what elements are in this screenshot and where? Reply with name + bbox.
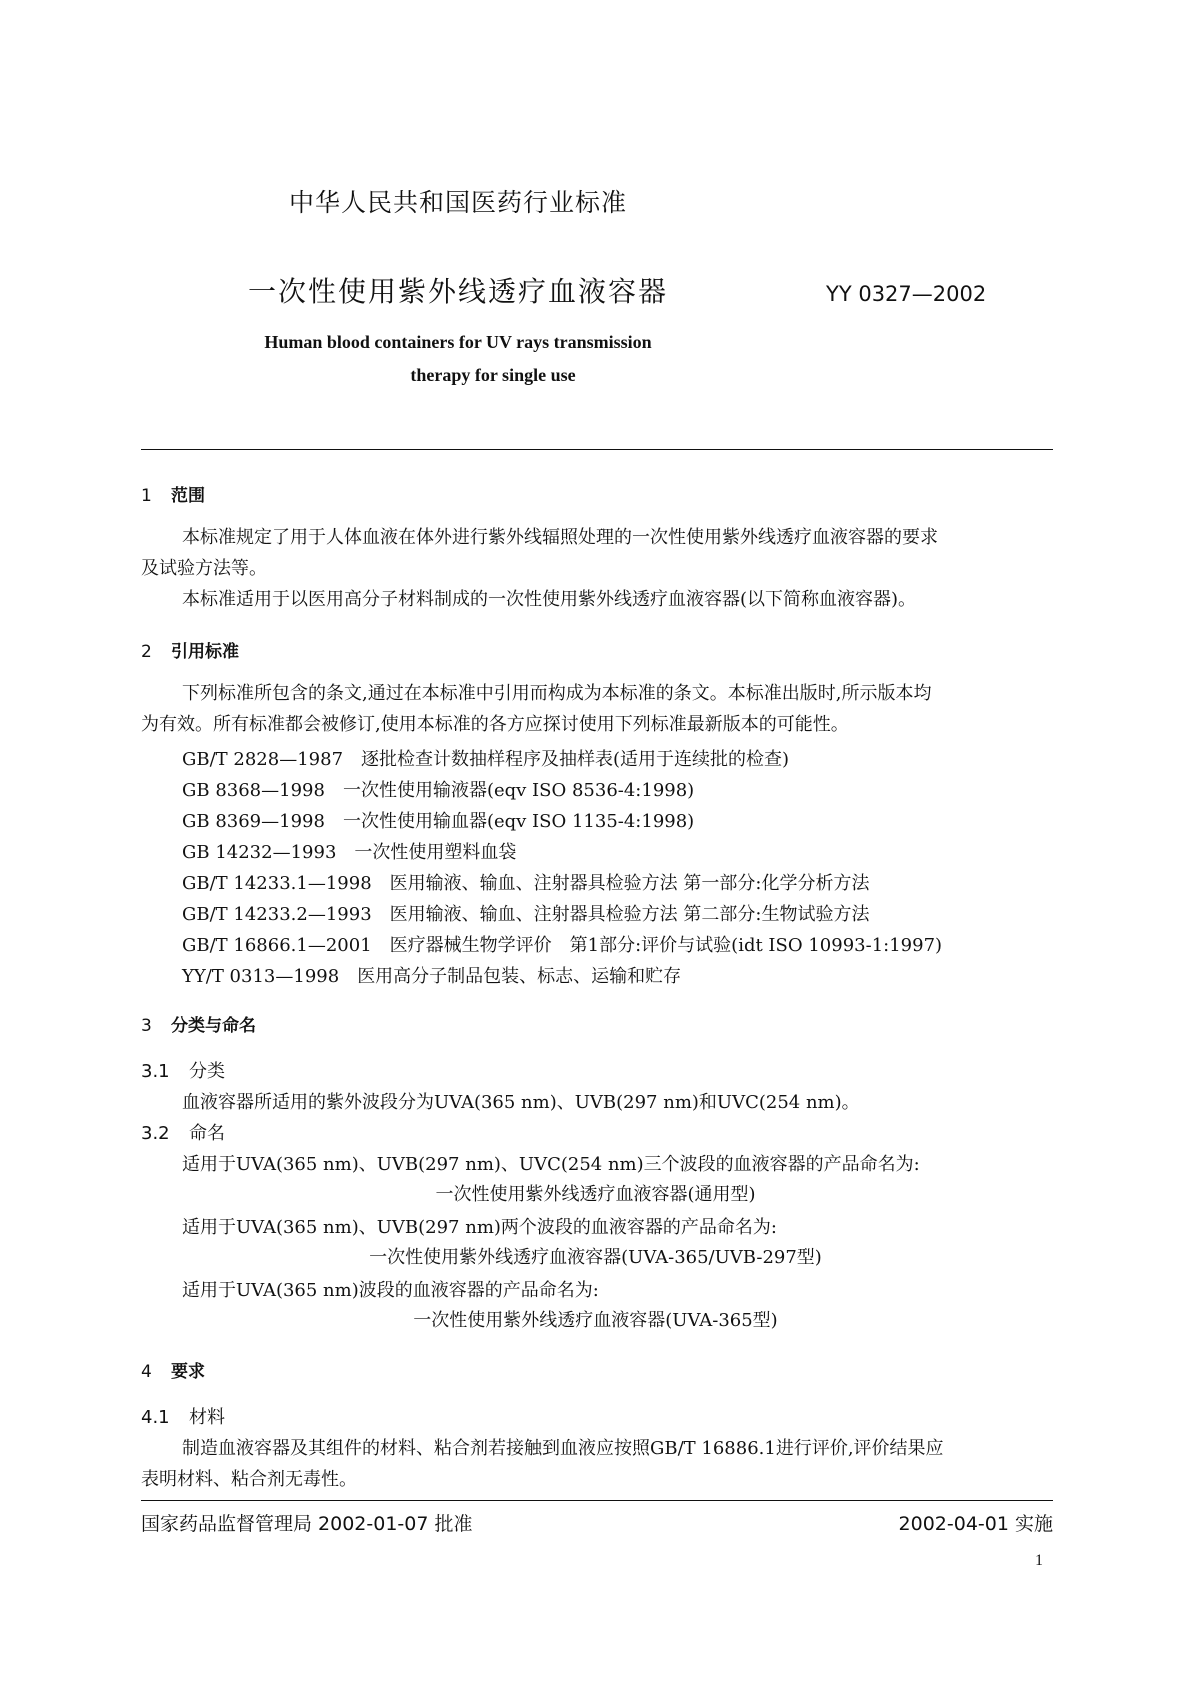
paragraph-line: 下列标准所包含的条文,通过在本标准中引用而构成为本标准的条文。本标准出版时,所示版本均 <box>182 683 932 704</box>
subsection-number: 3.2 <box>141 1123 170 1144</box>
section-number: 3 <box>141 1016 152 1036</box>
subsection-heading-3-2 <box>141 1119 225 1145</box>
reference-item <box>182 900 869 926</box>
reference-item <box>182 962 681 988</box>
paragraph-line: 本标准规定了用于人体血液在体外进行紫外线辐照处理的一次性使用紫外线透疗血液容器的要求 <box>182 527 938 548</box>
section-title: 要求 <box>171 1362 205 1382</box>
subsection-title: 材料 <box>189 1407 225 1428</box>
paragraph-line: 制造血液容器及其组件的材料、粘合剂若接触到血液应按照GB/T 16886.1进行评价,评价结果应 <box>182 1438 944 1459</box>
subsection-number: 3.1 <box>141 1061 170 1082</box>
paragraph-line: 为有效。所有标准都会被修订,使用本标准的各方应探讨使用下列标准最新版本的可能性。 <box>141 714 849 735</box>
paragraph-line: 表明材料、粘合剂无毒性。 <box>141 1469 357 1490</box>
reference-title: 医用高分子制品包装、标志、运输和贮存 <box>357 966 682 987</box>
reference-item <box>182 807 694 833</box>
header-divider <box>141 449 1053 450</box>
reference-title: 逐批检查计数抽样程序及抽样表(适用于连续批的检查) <box>361 749 790 770</box>
paragraph-line: 本标准适用于以医用高分子材料制成的一次性使用紫外线透疗血液容器(以下简称血液容器)。 <box>182 589 917 610</box>
reference-title: 一次性使用输血器(eqv ISO 1135-4:1998) <box>342 811 695 832</box>
reference-item <box>182 776 694 802</box>
subsection-heading-3-1 <box>141 1057 225 1083</box>
reference-code: GB 8369—1998 <box>182 811 325 832</box>
section-number: 4 <box>141 1362 152 1382</box>
reference-code: GB/T 14233.1—1998 <box>182 873 372 894</box>
reference-title: 一次性使用塑料血袋 <box>354 842 517 863</box>
reference-title: 医用输液、输血、注射器具检验方法 第二部分:生物试验方法 <box>389 904 870 925</box>
section-number: 2 <box>141 642 152 662</box>
subsection-title: 分类 <box>189 1061 225 1082</box>
page-number: 1 <box>1035 1552 1043 1569</box>
section-heading-2 <box>141 637 239 662</box>
section-title: 范围 <box>171 486 205 506</box>
reference-item <box>182 838 516 864</box>
paragraph-line: 血液容器所适用的紫外波段分为UVA(365 nm)、UVB(297 nm)和UVC(254 nm)。 <box>182 1092 860 1113</box>
document-title-en-line2: therapy for single use <box>410 365 576 385</box>
footer-divider <box>141 1500 1053 1501</box>
reference-code: GB/T 16866.1—2001 <box>182 935 372 956</box>
product-name: 一次性使用紫外线透疗血液容器(通用型) <box>435 1184 756 1205</box>
effective-date: 2002-04-01 实施 <box>898 1513 1053 1535</box>
naming-rule: 适用于UVA(365 nm)、UVB(297 nm)、UVC(254 nm)三个波段的血液容器的产品命名为: <box>182 1154 920 1175</box>
subsection-title: 命名 <box>189 1123 225 1144</box>
section-heading-1 <box>141 481 205 506</box>
reference-item <box>182 869 869 895</box>
reference-title: 医用输液、输血、注射器具检验方法 第一部分:化学分析方法 <box>389 873 870 894</box>
paragraph-line: 及试验方法等。 <box>141 558 267 579</box>
section-title: 分类与命名 <box>171 1016 256 1036</box>
naming-rule: 适用于UVA(365 nm)、UVB(297 nm)两个波段的血液容器的产品命名为: <box>182 1217 777 1238</box>
product-name: 一次性使用紫外线透疗血液容器(UVA-365/UVB-297型) <box>369 1247 822 1268</box>
reference-code: GB 14232—1993 <box>182 842 337 863</box>
naming-rule: 适用于UVA(365 nm)波段的血液容器的产品命名为: <box>182 1280 599 1301</box>
section-heading-3 <box>141 1011 256 1036</box>
reference-item <box>182 931 942 957</box>
reference-code: GB 8368—1998 <box>182 780 325 801</box>
section-title: 引用标准 <box>171 642 239 662</box>
reference-item <box>182 745 789 771</box>
reference-code: YY/T 0313—1998 <box>182 966 340 987</box>
document-title-en-line1: Human blood containers for UV rays transmission <box>264 332 652 352</box>
reference-title: 一次性使用输液器(eqv ISO 8536-4:1998) <box>342 780 695 801</box>
reference-code: GB/T 14233.2—1993 <box>182 904 372 925</box>
subsection-heading-4-1 <box>141 1403 225 1429</box>
section-number: 1 <box>141 486 152 506</box>
standard-category: 中华人民共和国医药行业标准 <box>288 188 627 217</box>
reference-title: 医疗器械生物学评价 第1部分:评价与试验(idt ISO 10993-1:1997) <box>389 935 943 956</box>
section-heading-4 <box>141 1357 205 1382</box>
reference-code: GB/T 2828—1987 <box>182 749 344 770</box>
approval-info: 国家药品监督管理局 2002-01-07 批准 <box>141 1513 473 1535</box>
document-title-cn: 一次性使用紫外线透疗血液容器 <box>247 275 668 308</box>
product-name: 一次性使用紫外线透疗血液容器(UVA-365型) <box>413 1310 778 1331</box>
standard-code: YY 0327—2002 <box>826 282 987 306</box>
subsection-number: 4.1 <box>141 1407 170 1428</box>
